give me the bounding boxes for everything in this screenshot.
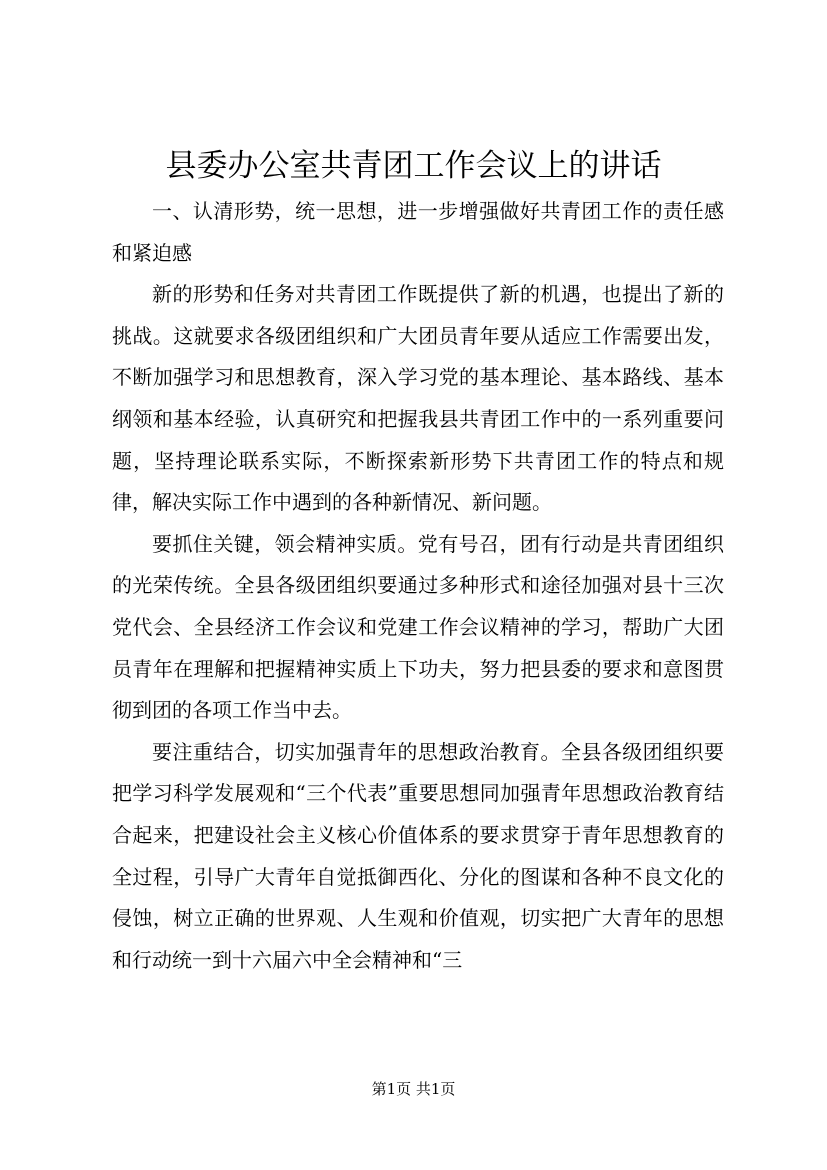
paragraph: 要抓住关键，领会精神实质。党有号召，团有行动是共青团组织的光荣传统。全县各级团组织要通过多种形式和途径加强对县十三次党代会、全县经济工作会议和党建工作会议精神的学习，帮助广大团员青年在理解和把握精神实质上下功夫，努力把县委的要求和意图贯彻到团的各项工作当中去。 bbox=[112, 531, 724, 723]
paragraph: 要注重结合，切实加强青年的思想政治教育。全县各级团组织要把学习科学发展观和“三个代表”重要思想同加强青年思想政治教育结合起来，把建设社会主义核心价值体系的要求贯穿于青年思想教育的全过程，引导广大青年自觉抵御西化、分化的图谋和各种不良文化的侵蚀，树立正确的世界观、人生观和价值观，切实把广大青年的思想和行动统一到十六届六中全会精神和“三 bbox=[112, 739, 724, 972]
section-heading: 一、认清形势，统一思想，进一步增强做好共青团工作的责任感和紧迫感 bbox=[112, 199, 724, 265]
paragraph: 新的形势和任务对共青团工作既提供了新的机遇，也提出了新的挑战。这就要求各级团组织和广大团员青年要从适应工作需要出发，不断加强学习和思想教育，深入学习党的基本理论、基本路线、基本纲领和基本经验，认真研究和把握我县共青团工作中的一系列重要问题，坚持理论联系实际，不断探索新形势下共青团工作的特点和规律，解决实际工作中遇到的各种新情况、新问题。 bbox=[112, 282, 724, 515]
page-number-footer: 第1页 共1页 bbox=[371, 1080, 456, 1098]
document-body bbox=[112, 191, 724, 981]
document-title: 县委办公室共青团工作会议上的讲话 bbox=[165, 148, 662, 184]
